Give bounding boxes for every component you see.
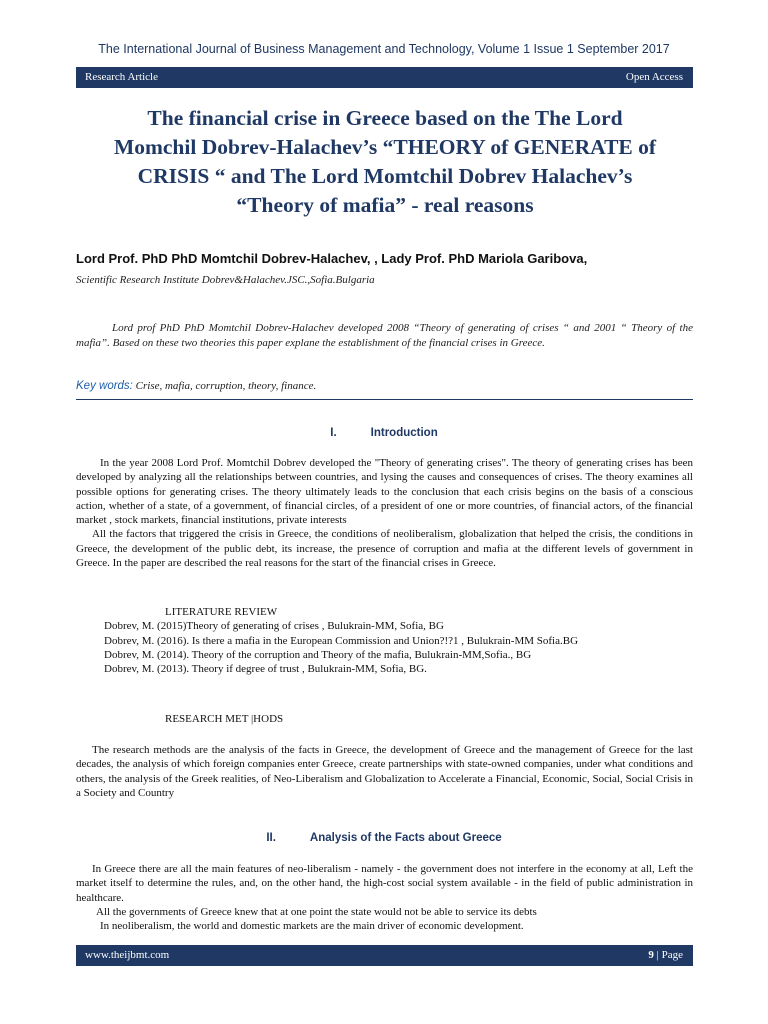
section-number: I. [330,427,337,439]
paragraph: All the factors that triggered the crisis in Greece, the conditions of neoliberalism, globalization that helped the crisis, the conditions in Greece, the development of the public debt, its increase, the presence of corruption and mafia at the different levels of government in Greece. In the paper are described the real reasons for the start of the financial crises in Greece. [76,528,693,570]
paper-title [60,104,710,220]
keywords-label: Key words: [76,380,133,392]
section-title: Analysis of the Facts about Greece [309,832,502,844]
affiliation: Scientific Research Institute Dobrev&Halachev.JSC.,Sofia.Bulgaria [76,274,375,286]
journal-header: The International Journal of Business Management and Technology, Volume 1 Issue 1 September 2017 [98,42,670,56]
section-heading-introduction [0,427,768,439]
title-line: CRISIS “ and The Lord Momtchil Dobrev Halachev’s [137,164,633,188]
keywords-value: Crise, mafia, corruption, theory, finance. [132,380,317,392]
page-label: | Page [653,949,683,961]
methods-body [76,743,693,800]
analysis-body [76,862,693,933]
section-heading-analysis [0,832,768,844]
page-number [648,949,683,961]
section-title: Introduction [370,427,438,439]
authors: Lord Prof. PhD PhD Momtchil Dobrev-Halachev, , Lady Prof. PhD Mariola Garibova, [76,251,588,266]
reference: Dobrev, M. (2016). Is there a mafia in the European Commission and Union?!?1 , Bulukrain-MM Sofia.BG [104,634,579,647]
section-number: II. [266,832,276,844]
reference: Dobrev, M. (2014). Theory of the corruption and Theory of the mafia, Bulukrain-MM,Sofia., BG [104,648,532,661]
literature-review [76,605,693,676]
reference: Dobrev, M. (2013). Theory if degree of trust , Bulukrain-MM, Sofia, BG. [104,663,427,676]
title-line: “Theory of mafia” - real reasons [236,193,534,217]
paragraph: All the governments of Greece knew that at one point the state would not be able to service its debts [96,905,537,918]
title-line: Momchil Dobrev-Halachev’s “THEORY of GENERATE of [113,135,657,159]
reference: Dobrev, M. (2015)Theory of generating of crises , Bulukrain-MM, Sofia, BG [104,620,444,633]
paragraph: In Greece there are all the main features of neo-liberalism - namely - the government does not interfere in the economy at all, Left the market itself to determine the rules, and, on the other hand, the high-cost social system available - in the field of public administration in healthcare. [76,863,693,904]
paragraph: In the year 2008 Lord Prof. Momtchil Dobrev developed the "Theory of generating crises". The theory of generating crises has been developed by analyzing all the relationships between countries, and lysing the causes and consequences of crises. The theory examines all possible options for generating crises. The theory ultimately leads to the conclusion that each crisis begins on the basis of a conscious action, whether of a state, of a government, of financial circles, of a president of one or more countries, of financial actors, of the financial market , stock markets, financial institutions, private interests [76,457,693,527]
abstract: Lord prof PhD PhD Momtchil Dobrev-Halachev developed 2008 “Theory of generating of crises “ and 2001 “ Theory of the mafia”. Based on these two theories this paper explane the establishment of the financial crises in Greece. [76,322,693,349]
footer-bar [76,945,693,966]
divider [76,399,693,400]
literature-heading: LITERATURE REVIEW [165,606,278,618]
paragraph: In neoliberalism, the world and domestic markets are the main driver of economic development. [100,920,524,933]
title-line: The financial crise in Greece based on the The Lord [147,106,623,130]
page-number-value: 9 [648,949,654,961]
article-type: Research Article [85,71,158,83]
paragraph: The research methods are the analysis of the facts in Greece, the development of Greece and the management of Greece for the last decades, the analysis of which foreign companies enter Greece, create partnerships with state-owned companies, under what conditions and others, the analysis of the Greek realities, of Neo-Liberalism and Globalization to Accelerate a Financial, Economic, Social, Social Crisis in a Society and Country [76,744,693,799]
methods-heading: RESEARCH MET |HODS [165,713,284,725]
keywords [76,380,316,392]
journal-url-link[interactable]: www.theijbmt.com [85,949,170,961]
introduction-body [76,456,693,570]
article-type-bar [76,67,693,88]
open-access-label: Open Access [625,71,683,83]
